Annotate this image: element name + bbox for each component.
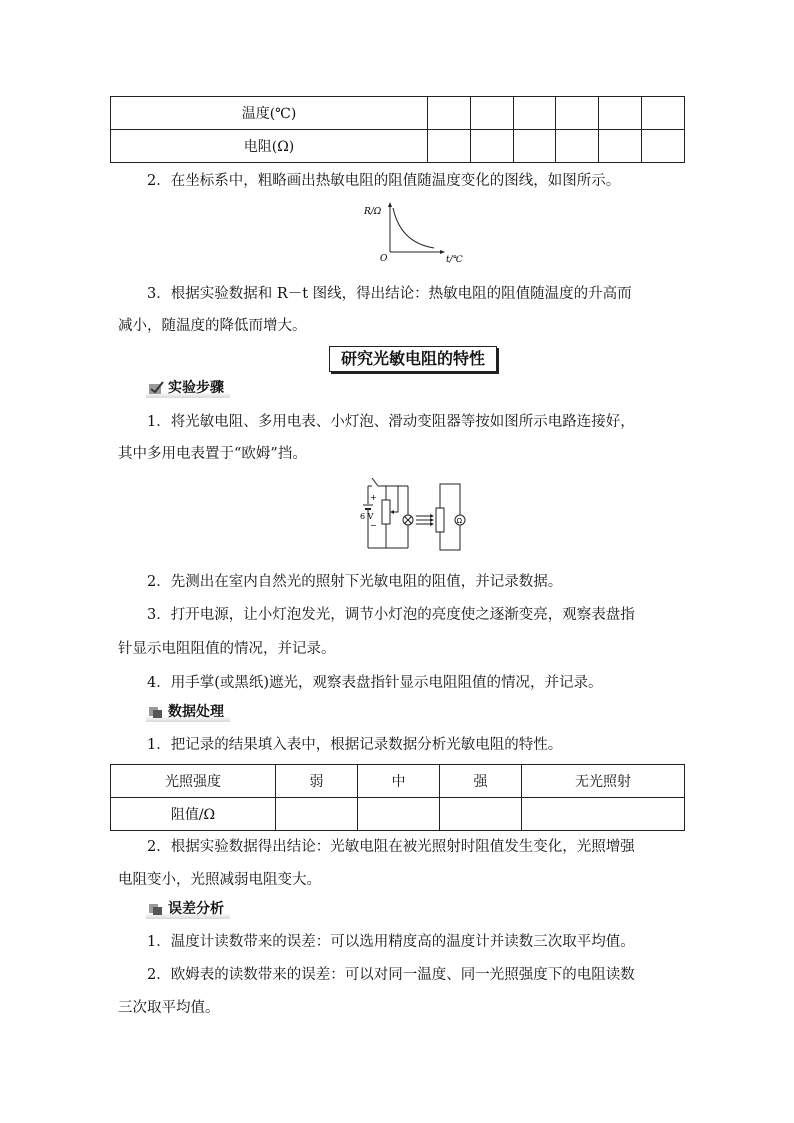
table-cell	[428, 97, 471, 130]
paragraph-steps-4: 4．用手掌(或黑纸)遮光，观察表盘指针显示电阻阻值的情况，并记录。	[147, 675, 603, 691]
table-row-label: 电阻(Ω)	[111, 130, 428, 163]
battery-plus: +	[370, 493, 377, 502]
square-bullet-icon	[148, 705, 164, 719]
graph-origin-label: O	[380, 254, 388, 264]
paragraph-steps-2: 2．先测出在室内自然光的照射下光敏电阻的阻值，并记录数据。	[147, 574, 563, 590]
switch	[372, 478, 378, 486]
table-header: 强	[440, 765, 522, 798]
heading-experiment-steps	[146, 378, 230, 398]
paragraph-step3-line2: 减小，随温度的降低而增大。	[118, 318, 307, 334]
table-header: 中	[358, 765, 440, 798]
table-cell	[522, 798, 685, 831]
table-cell	[358, 798, 440, 831]
paragraph-data-2-line1: 2．根据实验数据得出结论：光敏电阻在被光照射时阻值发生变化，光照增强	[147, 839, 635, 855]
rheostat	[382, 500, 390, 524]
ohmmeter-symbol: Ω	[456, 517, 462, 525]
paragraph-steps-3-line1: 3．打开电源，让小灯泡发光，调节小灯泡的亮度使之逐渐变亮，观察表盘指	[147, 607, 635, 623]
table-cell	[642, 97, 685, 130]
table-header: 光照强度	[111, 765, 276, 798]
table-cell	[428, 130, 471, 163]
heading-label: 误差分析	[168, 901, 224, 917]
light-arrowhead	[430, 522, 434, 526]
paragraph-data-1: 1．把记录的结果填入表中，根据记录数据分析光敏电阻的特性。	[147, 737, 563, 753]
temperature-resistance-table	[110, 96, 685, 163]
section-title: 研究光敏电阻的特性	[329, 346, 497, 372]
paragraph-error-2-line1: 2．欧姆表的读数带来的误差：可以对同一温度、同一光照强度下的电阻读数	[147, 967, 635, 983]
light-arrowhead	[430, 514, 434, 518]
slider-arrow	[390, 510, 394, 514]
table-cell	[513, 130, 556, 163]
paragraph-step3-line1: 3．根据实验数据和 R－t 图线，得出结论：热敏电阻的阻值随温度的升高而	[147, 286, 632, 302]
circuit-diagram	[360, 478, 472, 552]
light-arrowhead	[430, 518, 434, 522]
graph-y-arrow	[388, 202, 392, 207]
table-cell	[642, 130, 685, 163]
graph-x-axis-label: t/℃	[446, 255, 463, 264]
heading-label: 实验步骤	[168, 380, 224, 396]
table-cell	[556, 130, 599, 163]
table-cell	[513, 97, 556, 130]
table-header: 无光照射	[522, 765, 685, 798]
heading-data-processing	[146, 702, 230, 722]
heading-label: 数据处理	[168, 704, 224, 720]
graph-y-axis-label: R/Ω	[364, 207, 382, 217]
table-cell	[276, 798, 358, 831]
table-cell	[599, 130, 642, 163]
paragraph-error-1: 1．温度计读数带来的误差：可以选用精度高的温度计并读数三次取平均值。	[147, 934, 635, 950]
table-cell	[470, 97, 513, 130]
photoresistor	[436, 508, 444, 532]
paragraph-step2: 2．在坐标系中，粗略画出热敏电阻的阻值随温度变化的图线，如图所示。	[147, 173, 621, 189]
graph-x-arrow	[440, 250, 445, 254]
paragraph-steps-3-line2: 针显示电阻阻值的情况，并记录。	[118, 641, 336, 657]
heading-error-analysis	[146, 899, 230, 919]
table-cell	[470, 130, 513, 163]
battery-minus: −	[370, 521, 377, 530]
paragraph-error-2-line2: 三次取平均值。	[118, 1000, 220, 1016]
table-cell	[599, 97, 642, 130]
table-cell	[556, 97, 599, 130]
paragraph-steps-1-line2: 其中多用电表置于“欧姆”挡。	[118, 446, 307, 462]
paragraph-steps-1-line1: 1．将光敏电阻、多用电表、小灯泡、滑动变阻器等按如图所示电路连接好，	[147, 414, 635, 430]
table-header: 弱	[276, 765, 358, 798]
graph-curve	[393, 208, 434, 248]
paragraph-data-2-line2: 电阻变小，光照减弱电阻变大。	[118, 872, 321, 888]
table-cell	[440, 798, 522, 831]
table-row-label: 阻值/Ω	[111, 798, 276, 831]
battery-voltage: 6 V	[360, 512, 374, 521]
light-resistance-table	[110, 764, 685, 831]
checkmark-icon	[148, 381, 164, 395]
square-bullet-icon	[148, 902, 164, 916]
table-row-label: 温度(℃)	[111, 97, 428, 130]
rheostat-slider	[391, 486, 398, 512]
resistance-temperature-graph	[362, 200, 466, 264]
